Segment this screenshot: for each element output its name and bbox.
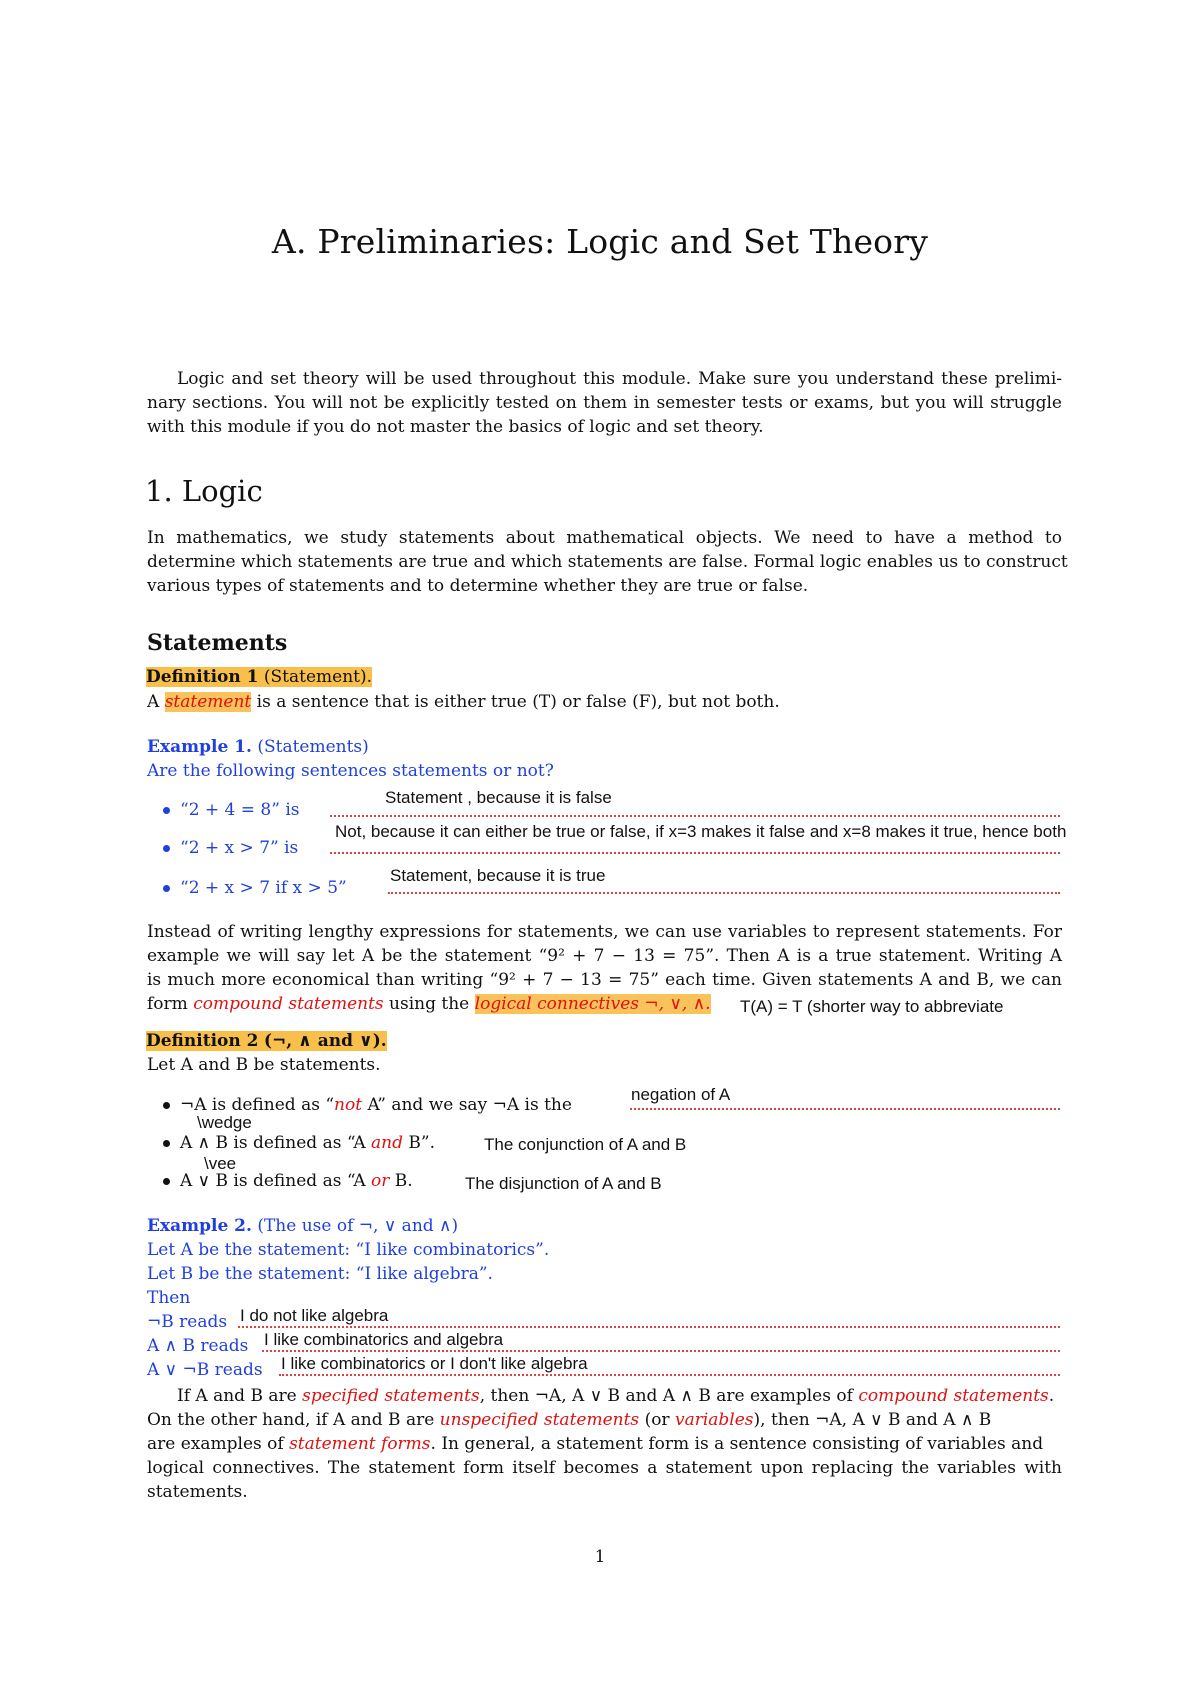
definition-2-intro: Let A and B be statements.	[147, 1055, 381, 1075]
definition-2-item-1	[163, 1095, 572, 1115]
example-2-line-1: Let A be the statement: “I like combinatorics”.	[147, 1240, 550, 1260]
example-2-line-3: Then	[147, 1288, 191, 1308]
intro-line-2: nary sections. You will not be explicitly tested on them in semester tests or exams, but you will struggle	[147, 393, 1062, 413]
example-2-header	[147, 1216, 458, 1236]
para2-line-3: is much more economical than writing “9² + 7 − 13 = 75” each time. Given statements A and B, we can	[147, 970, 1062, 990]
definition-1-name: (Statement).	[263, 667, 373, 687]
answer-line-2	[330, 852, 1060, 854]
para3-line-1	[177, 1386, 1054, 1406]
para2-middle: using the	[389, 994, 470, 1014]
note-vee: \vee	[204, 1154, 237, 1173]
intro-line-3: with this module if you do not master the basics of logic and set theory.	[147, 417, 764, 437]
note-wedge: \wedge	[197, 1113, 252, 1132]
answer-read-1: I do not like algebra	[240, 1306, 389, 1325]
answer-handwritten-1: Statement , because it is false	[385, 788, 612, 807]
para3-line-4: logical connectives. The statement form itself becomes a statement upon replacing the variables with	[147, 1458, 1062, 1478]
page-number: 1	[594, 1547, 606, 1567]
item-pre: A ∧ B is defined as “A	[180, 1133, 372, 1153]
item-expression: “2 + x > 7 if x > 5”	[180, 878, 347, 898]
term-logical-connectives: logical connectives ¬, ∨, ∧.	[474, 994, 711, 1014]
example-1-item-2	[163, 838, 298, 858]
term-compound-statements: compound statements	[193, 994, 384, 1014]
example-2-read-1: ¬B reads	[147, 1312, 228, 1332]
answer-line-read-2	[262, 1350, 1060, 1352]
example-1-label: Example 1.	[147, 737, 252, 757]
para3-line-5: statements.	[147, 1482, 248, 1502]
para3-text: If A and B are	[177, 1386, 297, 1406]
item-post: B.	[389, 1171, 413, 1191]
para3-text: , then ¬A, A ∨ B and A ∧ B are examples of	[479, 1386, 853, 1406]
answer-read-2: I like combinatorics and algebra	[264, 1330, 504, 1349]
example-2-read-2: A ∧ B reads	[147, 1336, 249, 1356]
definition-2-name: (¬, ∧ and ∨).	[263, 1031, 387, 1051]
term-unspecified-statements: unspecified statements	[439, 1410, 640, 1430]
answer-handwritten-3: Statement, because it is true	[390, 866, 606, 885]
para2-line-2: example we will say let A be the statement “9² + 7 − 13 = 75”. Then A is a true statement. Writing A	[147, 946, 1062, 966]
answer-line-3	[388, 892, 1060, 894]
answer-conjunction: The conjunction of A and B	[484, 1135, 687, 1154]
para3-text: (or	[644, 1410, 670, 1430]
para2-before: form	[147, 994, 188, 1014]
answer-line-read-1	[238, 1326, 1060, 1328]
definition-1-label: Definition 1	[146, 667, 259, 687]
para2-line-1: Instead of writing lengthy expressions for statements, we can use variables to represent statements. For	[147, 922, 1062, 942]
subsection-heading-statements: Statements	[147, 630, 288, 656]
bullet-icon	[163, 845, 170, 852]
example-1-question: Are the following sentences statements or not?	[147, 761, 554, 781]
item-expression: “2 + 4 = 8” is	[180, 800, 300, 820]
bullet-icon	[163, 807, 170, 814]
intro-line-1: Logic and set theory will be used throughout this module. Make sure you understand these prelimi-	[177, 369, 1062, 389]
logic-para-line-1: In mathematics, we study statements about mathematical objects. We need to have a method to	[147, 528, 1062, 548]
item-pre: ¬A is defined as “	[180, 1095, 335, 1115]
term-specified-statements: specified statements	[302, 1386, 480, 1406]
answer-handwritten-2: Not, because it can either be true or false, if x=3 makes it false and x=8 makes it true, hence both	[335, 822, 1067, 841]
example-2-name: (The use of ¬, ∨ and ∧)	[257, 1216, 459, 1236]
definition-1-text	[147, 692, 780, 712]
example-2-label: Example 2.	[147, 1216, 252, 1236]
page-title: A. Preliminaries: Logic and Set Theory	[271, 222, 929, 261]
para3-text: are examples of	[147, 1434, 284, 1454]
item-post: B”.	[402, 1133, 435, 1153]
def1-text-after: is a sentence that is either true (T) or false (F), but not both.	[256, 692, 780, 712]
example-1-header	[147, 737, 369, 757]
para3-text: ), then ¬A, A ∨ B and A ∧ B	[753, 1410, 992, 1430]
para3-line-3	[147, 1434, 1043, 1454]
answer-line-negation	[630, 1108, 1060, 1110]
definition-1-header	[146, 667, 372, 687]
example-2-line-2: Let B be the statement: “I like algebra”.	[147, 1264, 493, 1284]
definition-2-header	[146, 1031, 387, 1051]
term-compound-statements-2: compound statements	[858, 1386, 1049, 1406]
para3-text: .	[1048, 1386, 1055, 1406]
def1-text-before: A	[147, 692, 160, 712]
example-1-item-1	[163, 800, 300, 820]
para2-line-4	[147, 994, 711, 1014]
example-1-name: (Statements)	[257, 737, 369, 757]
item-expression: “2 + x > 7” is	[180, 838, 299, 858]
example-1-item-3	[163, 878, 347, 898]
definition-2-item-2	[163, 1133, 435, 1153]
keyword-not: not	[334, 1095, 363, 1115]
section-heading-logic: 1. Logic	[145, 474, 263, 508]
keyword-or: or	[371, 1171, 390, 1191]
keyword-and: and	[371, 1133, 403, 1153]
bullet-icon	[163, 1178, 170, 1185]
example-2-read-3: A ∨ ¬B reads	[147, 1360, 263, 1380]
note-handwritten-abbreviate: T(A) = T (shorter way to abbreviate	[740, 997, 1004, 1016]
answer-line-1	[330, 815, 1060, 817]
term-statement-forms: statement forms	[289, 1434, 431, 1454]
logic-para-line-3: various types of statements and to determine whether they are true or false.	[147, 576, 809, 596]
bullet-icon	[163, 1140, 170, 1147]
definition-2-item-3	[163, 1171, 413, 1191]
logic-para-line-2: determine which statements are true and which statements are false. Formal logic enables us to construct	[147, 552, 1068, 572]
answer-line-read-3	[279, 1374, 1060, 1376]
answer-read-3: I like combinatorics or I don't like algebra	[281, 1354, 588, 1373]
para3-text: . In general, a statement form is a sentence consisting of variables and	[430, 1434, 1044, 1454]
term-variables: variables	[674, 1410, 754, 1430]
para3-line-2	[147, 1410, 991, 1430]
bullet-icon	[163, 1102, 170, 1109]
answer-negation: negation of A	[631, 1085, 731, 1104]
para3-text: On the other hand, if A and B are	[147, 1410, 435, 1430]
item-post: A” and we say ¬A is the	[362, 1095, 572, 1115]
definition-2-label: Definition 2	[146, 1031, 259, 1051]
bullet-icon	[163, 885, 170, 892]
item-pre: A ∨ B is defined as “A	[180, 1171, 372, 1191]
term-statement: statement	[164, 692, 252, 712]
answer-disjunction: The disjunction of A and B	[465, 1174, 662, 1193]
